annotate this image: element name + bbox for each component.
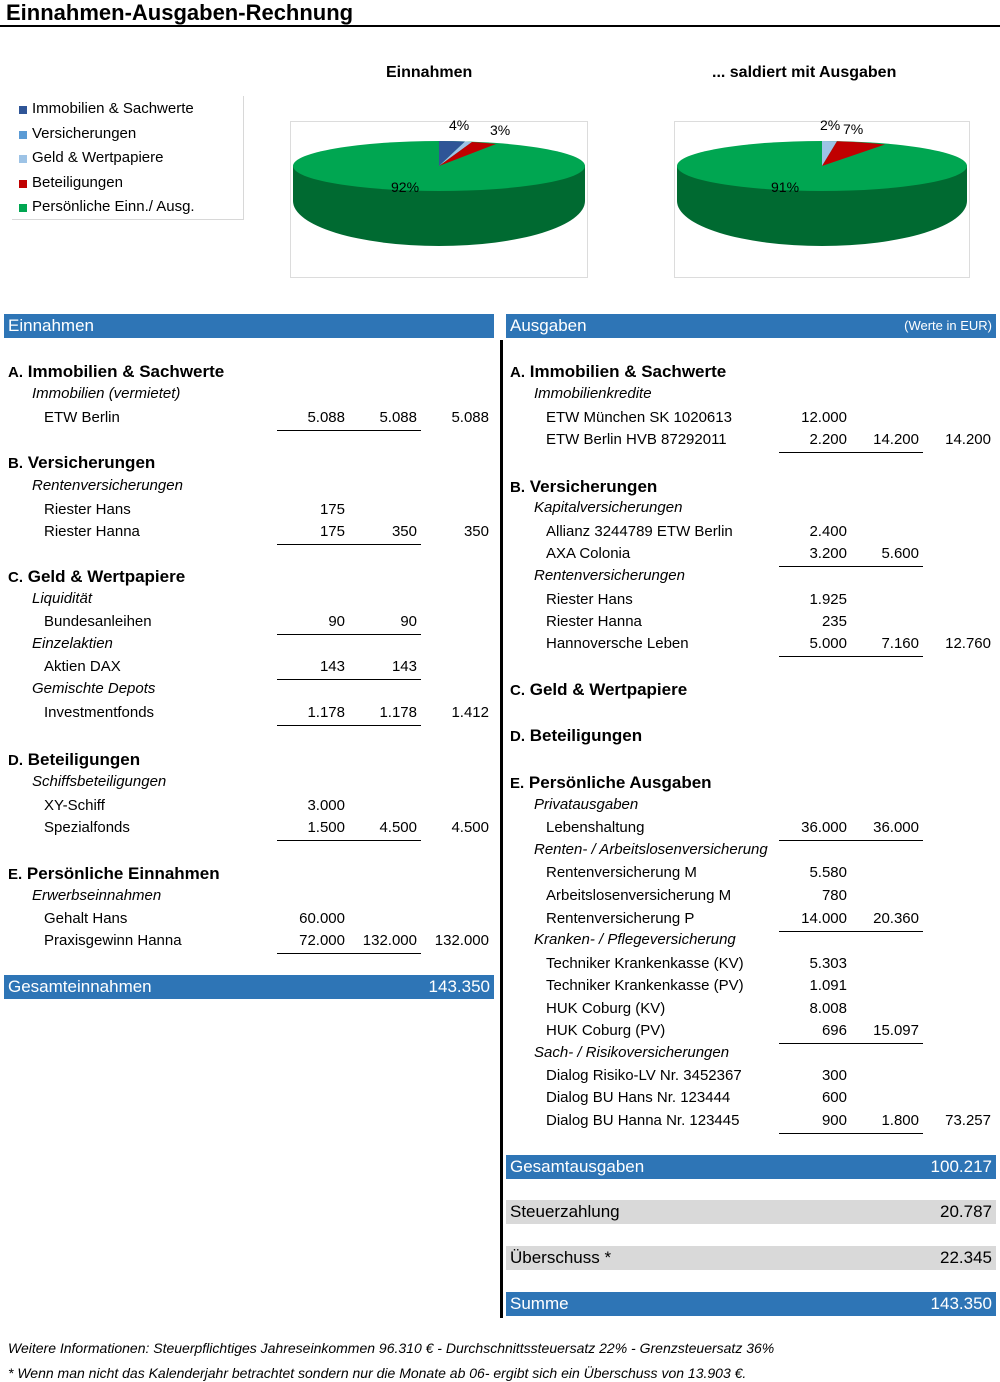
line-item-value: 72.000 bbox=[299, 932, 345, 949]
pie-chart-einnahmen bbox=[290, 121, 588, 278]
section-total-value: 5.088 bbox=[451, 409, 489, 426]
section-heading: A. Immobilien & Sachwerte bbox=[510, 362, 727, 381]
section-heading: C. Geld & Wertpapiere bbox=[8, 567, 186, 586]
section-heading: E. Persönliche Einnahmen bbox=[8, 864, 220, 883]
line-item-value: 143 bbox=[319, 658, 345, 675]
subsection-label: Privatausgaben bbox=[534, 796, 639, 813]
line-item-value: 600 bbox=[821, 1089, 847, 1106]
line-item-label: Investmentfonds bbox=[44, 704, 155, 721]
legend-item: Immobilien & Sachwerte bbox=[32, 100, 194, 117]
section-heading: A. Immobilien & Sachwerte bbox=[8, 362, 225, 381]
ausgaben-header: Ausgaben (Werte in EUR) bbox=[506, 314, 996, 338]
line-item-label: Riester Hanna bbox=[546, 613, 642, 630]
line-item-label: Lebenshaltung bbox=[546, 819, 645, 836]
sum-rule bbox=[779, 452, 923, 453]
pie-title-einnahmen: Einnahmen bbox=[386, 64, 473, 81]
unit-label: (Werte in EUR) bbox=[904, 318, 992, 333]
pie-chart-saldiert bbox=[674, 121, 970, 278]
section-heading: B. Versicherungen bbox=[510, 477, 658, 496]
subtotal-value: 5.600 bbox=[881, 545, 919, 562]
line-item-label: ETW Berlin bbox=[44, 409, 120, 426]
subsection-label: Rentenversicherungen bbox=[534, 567, 685, 584]
line-item-value: 8.008 bbox=[809, 1000, 847, 1017]
subtotal-value: 132.000 bbox=[362, 932, 417, 949]
line-item-label: Dialog BU Hanna Nr. 123445 bbox=[546, 1112, 740, 1129]
line-item-value: 5.303 bbox=[809, 955, 847, 972]
sum-rule bbox=[779, 931, 923, 932]
line-item-label: Gehalt Hans bbox=[44, 910, 128, 927]
subtotal-value: 20.360 bbox=[873, 910, 919, 927]
sum-rule bbox=[779, 566, 923, 567]
pie-title-saldiert: ... saldiert mit Ausgaben bbox=[712, 64, 897, 81]
pie-label: 91% bbox=[771, 179, 800, 195]
subsection-label: Liquidität bbox=[32, 590, 93, 607]
footer-note: * Wenn man nicht das Kalenderjahr betrachtet sondern nur die Monate ab 06- ergibt sich ein Überschuss von 13.903 €. bbox=[8, 1365, 747, 1381]
line-item-label: ETW München SK 1020613 bbox=[546, 409, 732, 426]
subtotal-value: 90 bbox=[400, 613, 417, 630]
page-title: Einnahmen-Ausgaben-Rechnung bbox=[6, 0, 354, 25]
sum-rule bbox=[779, 1133, 923, 1134]
line-item-value: 1.925 bbox=[809, 591, 847, 608]
line-item-value: 1.091 bbox=[809, 977, 847, 994]
line-item-label: Techniker Krankenkasse (PV) bbox=[546, 977, 744, 994]
line-item-label: Bundesanleihen bbox=[44, 613, 152, 630]
line-item-value: 12.000 bbox=[801, 409, 847, 426]
sum-rule bbox=[779, 1043, 923, 1044]
subtotal-value: 36.000 bbox=[873, 819, 919, 836]
subsection-label: Schiffsbeteiligungen bbox=[32, 773, 167, 790]
sum-rule bbox=[277, 679, 421, 680]
subtotal-value: 1.178 bbox=[379, 704, 417, 721]
line-item-value: 5.580 bbox=[809, 864, 847, 881]
line-item-value: 5.000 bbox=[809, 635, 847, 652]
subtotal-value: 1.800 bbox=[881, 1112, 919, 1129]
line-item-value: 780 bbox=[821, 887, 847, 904]
line-item-label: Rentenversicherung P bbox=[546, 910, 695, 927]
subtotal-value: 15.097 bbox=[873, 1022, 919, 1039]
sum-rule bbox=[277, 953, 421, 954]
line-item-value: 60.000 bbox=[299, 910, 345, 927]
summe-bar: Summe 143.350 bbox=[506, 1292, 996, 1316]
line-item-label: Praxisgewinn Hanna bbox=[44, 932, 182, 949]
pie-label: 2% bbox=[820, 117, 841, 133]
line-item-value: 90 bbox=[328, 613, 345, 630]
gesamtausgaben-bar: Gesamtausgaben 100.217 bbox=[506, 1155, 996, 1179]
pie-label: 4% bbox=[449, 117, 470, 133]
section-heading: E. Persönliche Ausgaben bbox=[510, 773, 712, 792]
line-item-value: 3.200 bbox=[809, 545, 847, 562]
sum-rule bbox=[277, 725, 421, 726]
line-item-value: 300 bbox=[821, 1067, 847, 1084]
line-item-value: 14.000 bbox=[801, 910, 847, 927]
chart-legend bbox=[12, 96, 244, 220]
section-total-value: 73.257 bbox=[945, 1112, 991, 1129]
line-item-label: Rentenversicherung M bbox=[546, 864, 697, 881]
line-item-value: 235 bbox=[821, 613, 847, 630]
section-total-value: 1.412 bbox=[451, 704, 489, 721]
section-total-value: 350 bbox=[463, 523, 489, 540]
sum-rule bbox=[277, 430, 421, 431]
sum-rule bbox=[277, 544, 421, 545]
line-item-value: 36.000 bbox=[801, 819, 847, 836]
footer-info: Weitere Informationen: Steuerpflichtiges Jahreseinkommen 96.310 € - Durchschnittssteuersatz 22% - Grenzsteuersatz 36% bbox=[8, 1340, 775, 1356]
line-item-value: 5.088 bbox=[307, 409, 345, 426]
section-total-value: 132.000 bbox=[434, 932, 489, 949]
line-item-label: Riester Hans bbox=[546, 591, 633, 608]
subsection-label: Renten- / Arbeitslosenversicherung bbox=[534, 841, 768, 858]
subsection-label: Kapitalversicherungen bbox=[534, 499, 683, 516]
subtotal-value: 7.160 bbox=[881, 635, 919, 652]
subtotal-value: 5.088 bbox=[379, 409, 417, 426]
sum-rule bbox=[779, 840, 923, 841]
pie-label: 92% bbox=[391, 179, 420, 195]
line-item-value: 3.000 bbox=[307, 797, 345, 814]
line-item-label: XY-Schiff bbox=[44, 797, 105, 814]
line-item-label: HUK Coburg (PV) bbox=[546, 1022, 666, 1039]
pie-label: 7% bbox=[843, 121, 864, 137]
subsection-label: Rentenversicherungen bbox=[32, 477, 183, 494]
sum-rule bbox=[277, 840, 421, 841]
subsection-label: Immobilienkredite bbox=[534, 385, 652, 402]
line-item-value: 1.500 bbox=[307, 819, 345, 836]
line-item-value: 696 bbox=[821, 1022, 847, 1039]
line-item-label: Aktien DAX bbox=[44, 658, 121, 675]
line-item-label: Techniker Krankenkasse (KV) bbox=[546, 955, 744, 972]
line-item-label: Arbeitslosenversicherung M bbox=[546, 887, 732, 904]
gesamteinnahmen-value: 143.350 bbox=[428, 977, 490, 996]
line-item-value: 900 bbox=[821, 1112, 847, 1129]
line-item-label: AXA Colonia bbox=[546, 545, 631, 562]
subsection-label: Einzelaktien bbox=[32, 635, 113, 652]
steuerzahlung-bar: Steuerzahlung 20.787 bbox=[506, 1200, 996, 1224]
line-item-label: Hannoversche Leben bbox=[546, 635, 689, 652]
line-item-value: 2.400 bbox=[809, 523, 847, 540]
legend-item: Geld & Wertpapiere bbox=[32, 149, 163, 166]
sum-rule bbox=[779, 656, 923, 657]
line-item-label: ETW Berlin HVB 87292011 bbox=[546, 431, 727, 448]
gesamteinnahmen-bar: Gesamteinnahmen 143.350 bbox=[4, 975, 494, 999]
subsection-label: Erwerbseinnahmen bbox=[32, 887, 162, 904]
line-item-label: Allianz 3244789 ETW Berlin bbox=[546, 523, 733, 540]
summe-value: 143.350 bbox=[930, 1294, 992, 1313]
ueberschuss-bar: Überschuss * 22.345 bbox=[506, 1246, 996, 1270]
subtotal-value: 14.200 bbox=[873, 431, 919, 448]
legend-item: Versicherungen bbox=[32, 125, 136, 142]
column-divider bbox=[500, 340, 503, 1318]
line-item-label: Spezialfonds bbox=[44, 819, 130, 836]
section-heading: B. Versicherungen bbox=[8, 453, 156, 472]
gesamtausgaben-value: 100.217 bbox=[930, 1157, 992, 1176]
sum-rule bbox=[277, 634, 421, 635]
line-item-label: Riester Hanna bbox=[44, 523, 140, 540]
line-item-label: Riester Hans bbox=[44, 501, 131, 518]
subsection-label: Immobilien (vermietet) bbox=[32, 385, 181, 402]
title-divider bbox=[0, 25, 1000, 27]
line-item-value: 175 bbox=[319, 501, 345, 518]
line-item-label: Dialog Risiko-LV Nr. 3452367 bbox=[546, 1067, 742, 1084]
section-heading: D. Beteiligungen bbox=[8, 750, 141, 769]
pie-label: 3% bbox=[490, 122, 511, 138]
line-item-value: 1.178 bbox=[307, 704, 345, 721]
section-total-value: 14.200 bbox=[945, 431, 991, 448]
subsection-label: Gemischte Depots bbox=[32, 680, 156, 697]
line-item-label: Dialog BU Hans Nr. 123444 bbox=[546, 1089, 731, 1106]
subsection-label: Sach- / Risikoversicherungen bbox=[534, 1044, 730, 1061]
line-item-value: 175 bbox=[319, 523, 345, 540]
legend-item: Beteiligungen bbox=[32, 174, 123, 191]
line-item-value: 2.200 bbox=[809, 431, 847, 448]
section-heading: D. Beteiligungen bbox=[510, 726, 643, 745]
ueberschuss-value: 22.345 bbox=[940, 1248, 992, 1267]
section-heading: C. Geld & Wertpapiere bbox=[510, 680, 688, 699]
einnahmen-header: Einnahmen bbox=[4, 314, 494, 338]
legend-item: Persönliche Einn./ Ausg. bbox=[32, 198, 195, 215]
section-total-value: 12.760 bbox=[945, 635, 991, 652]
line-item-label: HUK Coburg (KV) bbox=[546, 1000, 666, 1017]
section-total-value: 4.500 bbox=[451, 819, 489, 836]
subtotal-value: 143 bbox=[391, 658, 417, 675]
subsection-label: Kranken- / Pflegeversicherung bbox=[534, 931, 736, 948]
subtotal-value: 350 bbox=[391, 523, 417, 540]
steuerzahlung-value: 20.787 bbox=[940, 1202, 992, 1221]
subtotal-value: 4.500 bbox=[379, 819, 417, 836]
